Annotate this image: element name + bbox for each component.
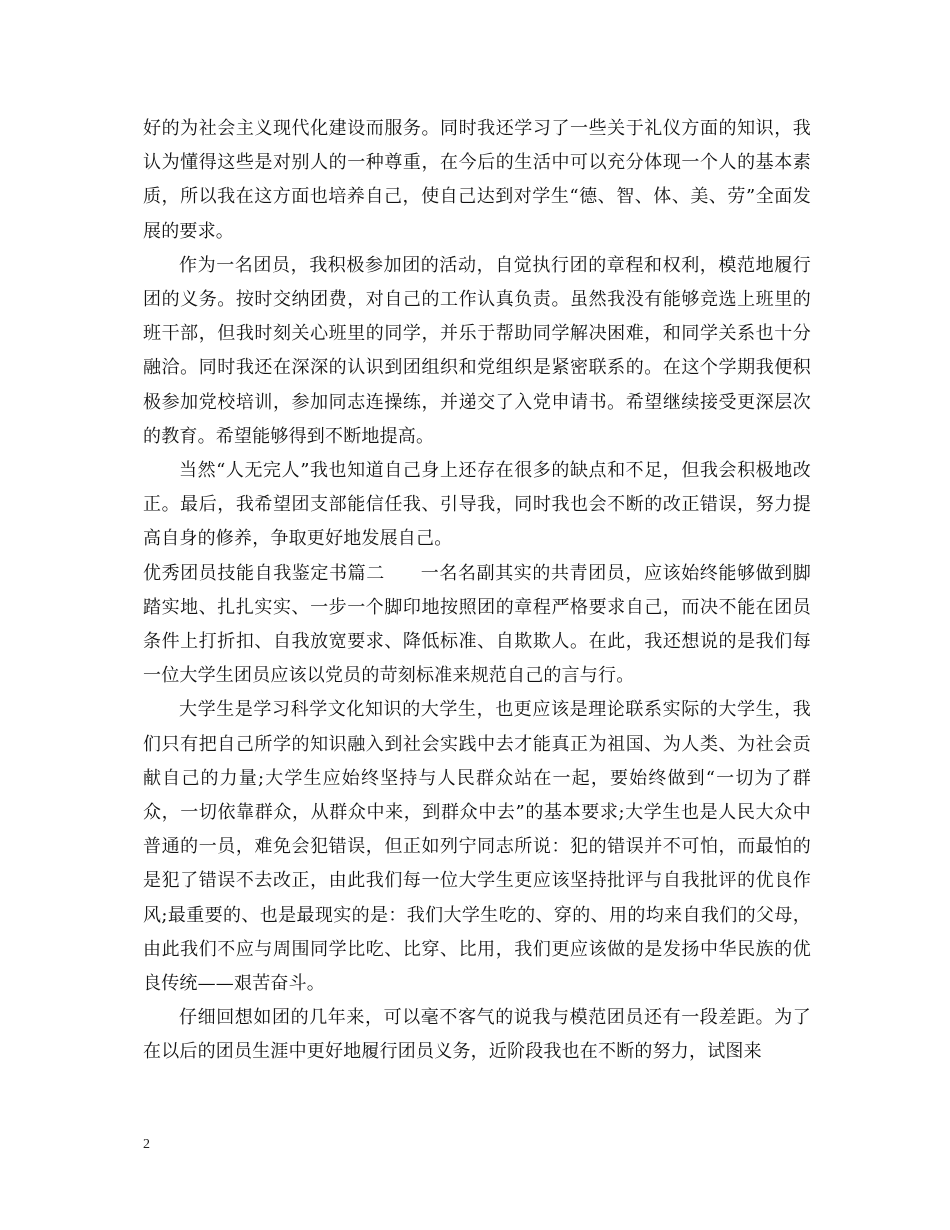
paragraph-4-text: 一名名副其实的共青团员，应该始终能够做到脚踏实地、扎扎实实、一步一个脚印地按照团的章程严格要求自己，而决不能在团员条件上打折扣、自我放宽要求、降低标准、自欺欺人。在此，我还想说的是我们每一位大学生团员应该以党员的苛刻标准来规范自己的言与行。 <box>143 562 811 687</box>
paragraph-4 <box>143 557 811 694</box>
page-number: 2 <box>143 1137 150 1152</box>
paragraph-1: 好的为社会主义现代化建设而服务。同时我还学习了一些关于礼仪方面的知识，我认为懂得这些是对别人的一种尊重，在今后的生活中可以充分体现一个人的基本素质，所以我在这方面也培养自己，使自己达到对学生“德、智、体、美、劳”全面发展的要求。 <box>143 118 811 242</box>
paragraph-5: 大学生是学习科学文化知识的大学生，也更应该是理论联系实际的大学生，我们只有把自己所学的知识融入到社会实践中去才能真正为祖国、为人类、为社会贡献自己的力量;大学生应始终坚持与人民群众站在一起，要始终做到“一切为了群众，一切依靠群众，从群众中来，到群众中去”的基本要求;大学生也是人民大众中普通的一员，难免会犯错误，但正如列宁同志所说：犯的错误并不可怕，而最怕的是犯了错误不去改正，由此我们每一位大学生更应该坚持批评与自我批评的优良作风;最重要的、也是最现实的是：我们大学生吃的、穿的、用的均来自我们的父母，由此我们不应与周围同学比吃、比穿、比用，我们更应该做的是发扬中华民族的优良传统——艰苦奋斗。 <box>143 699 811 995</box>
paragraph-6: 仔细回想如团的几年来，可以毫不客气的说我与模范团员还有一段差距。为了在以后的团员生涯中更好地履行团员义务，近阶段我也在不断的努力，试图来 <box>143 1007 811 1063</box>
paragraph-2: 作为一名团员，我积极参加团的活动，自觉执行团的章程和权利，模范地履行团的义务。按时交纳团费，对自己的工作认真负责。虽然我没有能够竞选上班里的班干部，但我时刻关心班里的同学，并乐于帮助同学解决困难，和同学关系也十分融洽。同时我还在深深的认识到团组织和党组织是紧密联系的。在这个学期我便积极参加党校培训，参加同志连操练，并递交了入党申请书。希望继续接受更深层次的教育。希望能够得到不断地提高。 <box>143 254 811 447</box>
document-body <box>143 112 811 1070</box>
section-heading: 优秀团员技能自我鉴定书篇二 <box>143 562 385 584</box>
paragraph-3: 当然“人无完人”我也知道自己身上还存在很多的缺点和不足，但我会积极地改正。最后，我希望团支部能信任我、引导我，同时我也会不断的改正错误，努力提高自身的修养，争取更好地发展自己。 <box>143 460 811 550</box>
